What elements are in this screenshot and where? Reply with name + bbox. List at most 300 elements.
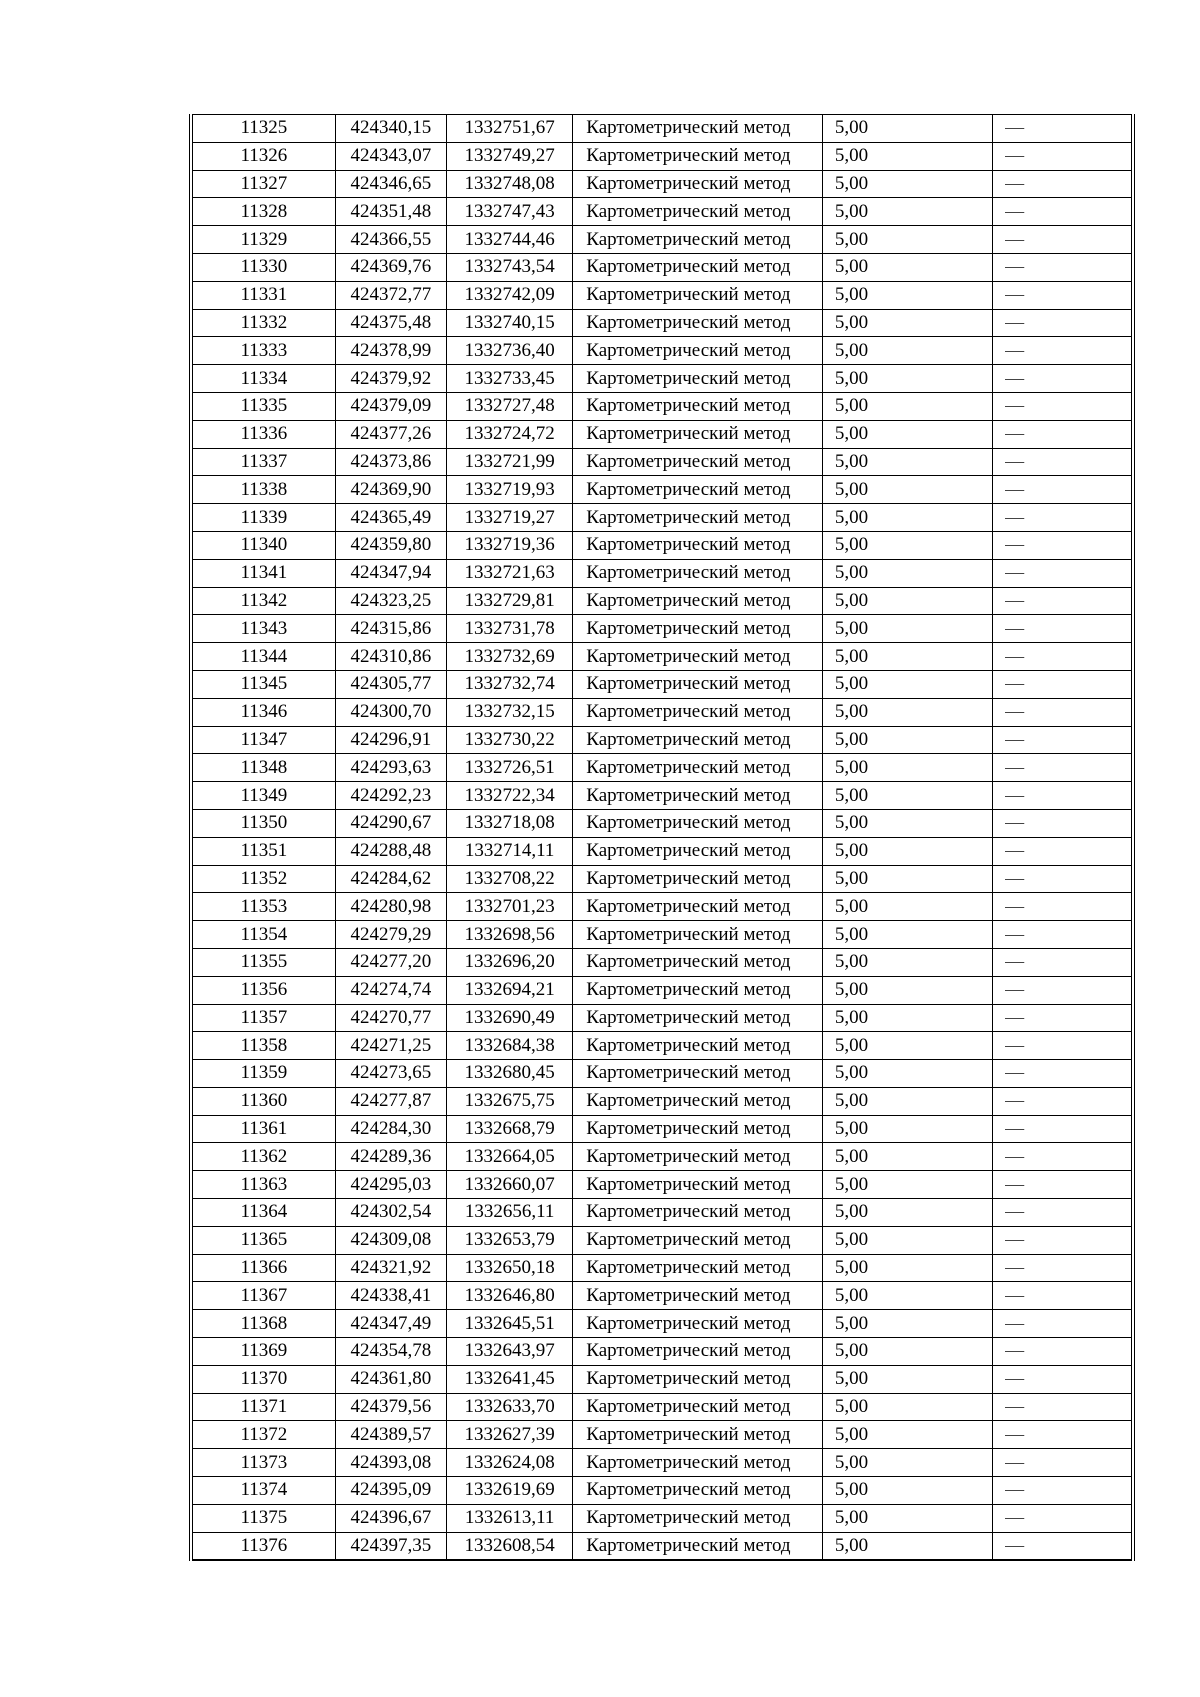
point-number-cell: 11358 <box>191 1032 335 1060</box>
coordinate-x-cell: 424346,65 <box>335 170 446 198</box>
method-cell: Картометрический метод <box>573 1477 823 1505</box>
note-cell: — <box>993 1115 1133 1143</box>
accuracy-cell: 5,00 <box>822 1143 992 1171</box>
note-cell: — <box>993 309 1133 337</box>
coordinate-x-cell: 424393,08 <box>335 1449 446 1477</box>
note-cell: — <box>993 476 1133 504</box>
table-row <box>191 1171 1133 1199</box>
note-cell: — <box>993 976 1133 1004</box>
accuracy-cell: 5,00 <box>822 587 992 615</box>
accuracy-cell: 5,00 <box>822 253 992 281</box>
point-number-cell: 11370 <box>191 1365 335 1393</box>
accuracy-cell: 5,00 <box>822 365 992 393</box>
note-cell: — <box>993 115 1133 143</box>
point-number-cell: 11328 <box>191 198 335 226</box>
table-row <box>191 531 1133 559</box>
table-row <box>191 893 1133 921</box>
table-row <box>191 1004 1133 1032</box>
accuracy-cell: 5,00 <box>822 893 992 921</box>
accuracy-cell: 5,00 <box>822 170 992 198</box>
accuracy-cell: 5,00 <box>822 1504 992 1532</box>
coordinate-x-cell: 424389,57 <box>335 1421 446 1449</box>
note-cell: — <box>993 587 1133 615</box>
note-cell: — <box>993 782 1133 810</box>
method-cell: Картометрический метод <box>573 253 823 281</box>
coordinate-y-cell: 1332743,54 <box>447 253 573 281</box>
accuracy-cell: 5,00 <box>822 1421 992 1449</box>
point-number-cell: 11366 <box>191 1254 335 1282</box>
table-row <box>191 142 1133 170</box>
table-row <box>191 253 1133 281</box>
coordinate-x-cell: 424365,49 <box>335 504 446 532</box>
accuracy-cell: 5,00 <box>822 976 992 1004</box>
method-cell: Картометрический метод <box>573 1338 823 1366</box>
method-cell: Картометрический метод <box>573 1421 823 1449</box>
coordinate-y-cell: 1332646,80 <box>447 1282 573 1310</box>
point-number-cell: 11373 <box>191 1449 335 1477</box>
accuracy-cell: 5,00 <box>822 1115 992 1143</box>
coordinate-x-cell: 424369,76 <box>335 253 446 281</box>
note-cell: — <box>993 865 1133 893</box>
method-cell: Картометрический метод <box>573 948 823 976</box>
accuracy-cell: 5,00 <box>822 809 992 837</box>
note-cell: — <box>993 754 1133 782</box>
coordinate-x-cell: 424378,99 <box>335 337 446 365</box>
point-number-cell: 11337 <box>191 448 335 476</box>
coordinate-y-cell: 1332719,36 <box>447 531 573 559</box>
method-cell: Картометрический метод <box>573 337 823 365</box>
point-number-cell: 11356 <box>191 976 335 1004</box>
coordinate-x-cell: 424296,91 <box>335 726 446 754</box>
accuracy-cell: 5,00 <box>822 559 992 587</box>
coordinate-y-cell: 1332744,46 <box>447 226 573 254</box>
table-row <box>191 1477 1133 1505</box>
method-cell: Картометрический метод <box>573 198 823 226</box>
method-cell: Картометрический метод <box>573 1143 823 1171</box>
note-cell: — <box>993 531 1133 559</box>
method-cell: Картометрический метод <box>573 115 823 143</box>
method-cell: Картометрический метод <box>573 504 823 532</box>
point-number-cell: 11327 <box>191 170 335 198</box>
method-cell: Картометрический метод <box>573 1199 823 1227</box>
coordinate-x-cell: 424274,74 <box>335 976 446 1004</box>
coordinate-y-cell: 1332643,97 <box>447 1338 573 1366</box>
coordinate-y-cell: 1332730,22 <box>447 726 573 754</box>
coordinate-y-cell: 1332721,63 <box>447 559 573 587</box>
coordinate-x-cell: 424271,25 <box>335 1032 446 1060</box>
coordinate-x-cell: 424379,56 <box>335 1393 446 1421</box>
table-row <box>191 1393 1133 1421</box>
point-number-cell: 11359 <box>191 1060 335 1088</box>
method-cell: Картометрический метод <box>573 809 823 837</box>
coordinate-y-cell: 1332721,99 <box>447 448 573 476</box>
note-cell: — <box>993 1226 1133 1254</box>
point-number-cell: 11336 <box>191 420 335 448</box>
accuracy-cell: 5,00 <box>822 1199 992 1227</box>
accuracy-cell: 5,00 <box>822 1477 992 1505</box>
point-number-cell: 11364 <box>191 1199 335 1227</box>
method-cell: Картометрический метод <box>573 531 823 559</box>
point-number-cell: 11352 <box>191 865 335 893</box>
accuracy-cell: 5,00 <box>822 504 992 532</box>
table-row <box>191 1504 1133 1532</box>
note-cell: — <box>993 1199 1133 1227</box>
note-cell: — <box>993 1032 1133 1060</box>
method-cell: Картометрический метод <box>573 865 823 893</box>
coordinate-y-cell: 1332675,75 <box>447 1087 573 1115</box>
accuracy-cell: 5,00 <box>822 1060 992 1088</box>
table-row <box>191 170 1133 198</box>
note-cell: — <box>993 281 1133 309</box>
point-number-cell: 11360 <box>191 1087 335 1115</box>
note-cell: — <box>993 726 1133 754</box>
table-row <box>191 809 1133 837</box>
coordinate-y-cell: 1332641,45 <box>447 1365 573 1393</box>
coordinate-y-cell: 1332694,21 <box>447 976 573 1004</box>
coordinate-y-cell: 1332748,08 <box>447 170 573 198</box>
coordinate-x-cell: 424354,78 <box>335 1338 446 1366</box>
coordinate-x-cell: 424273,65 <box>335 1060 446 1088</box>
point-number-cell: 11351 <box>191 837 335 865</box>
coordinate-y-cell: 1332727,48 <box>447 392 573 420</box>
coordinate-y-cell: 1332664,05 <box>447 1143 573 1171</box>
method-cell: Картометрический метод <box>573 1504 823 1532</box>
coordinate-x-cell: 424377,26 <box>335 420 446 448</box>
method-cell: Картометрический метод <box>573 754 823 782</box>
method-cell: Картометрический метод <box>573 698 823 726</box>
accuracy-cell: 5,00 <box>822 1338 992 1366</box>
point-number-cell: 11346 <box>191 698 335 726</box>
coordinate-y-cell: 1332656,11 <box>447 1199 573 1227</box>
table-row <box>191 226 1133 254</box>
table-row <box>191 1338 1133 1366</box>
accuracy-cell: 5,00 <box>822 1087 992 1115</box>
coordinate-y-cell: 1332701,23 <box>447 893 573 921</box>
method-cell: Картометрический метод <box>573 1115 823 1143</box>
coordinate-x-cell: 424321,92 <box>335 1254 446 1282</box>
coordinate-y-cell: 1332698,56 <box>447 921 573 949</box>
point-number-cell: 11372 <box>191 1421 335 1449</box>
coordinate-x-cell: 424302,54 <box>335 1199 446 1227</box>
note-cell: — <box>993 198 1133 226</box>
accuracy-cell: 5,00 <box>822 643 992 671</box>
accuracy-cell: 5,00 <box>822 420 992 448</box>
coordinate-x-cell: 424366,55 <box>335 226 446 254</box>
accuracy-cell: 5,00 <box>822 1310 992 1338</box>
method-cell: Картометрический метод <box>573 921 823 949</box>
note-cell: — <box>993 1310 1133 1338</box>
method-cell: Картометрический метод <box>573 392 823 420</box>
method-cell: Картометрический метод <box>573 142 823 170</box>
coordinate-y-cell: 1332729,81 <box>447 587 573 615</box>
coordinate-y-cell: 1332747,43 <box>447 198 573 226</box>
accuracy-cell: 5,00 <box>822 1032 992 1060</box>
method-cell: Картометрический метод <box>573 893 823 921</box>
coordinate-x-cell: 424288,48 <box>335 837 446 865</box>
coordinate-x-cell: 424280,98 <box>335 893 446 921</box>
method-cell: Картометрический метод <box>573 1310 823 1338</box>
coordinate-x-cell: 424347,49 <box>335 1310 446 1338</box>
point-number-cell: 11369 <box>191 1338 335 1366</box>
coordinate-y-cell: 1332650,18 <box>447 1254 573 1282</box>
accuracy-cell: 5,00 <box>822 1171 992 1199</box>
note-cell: — <box>993 893 1133 921</box>
note-cell: — <box>993 1504 1133 1532</box>
table-row <box>191 448 1133 476</box>
table-row <box>191 1282 1133 1310</box>
method-cell: Картометрический метод <box>573 1365 823 1393</box>
method-cell: Картометрический метод <box>573 1004 823 1032</box>
method-cell: Картометрический метод <box>573 976 823 1004</box>
note-cell: — <box>993 615 1133 643</box>
note-cell: — <box>993 559 1133 587</box>
table-row <box>191 865 1133 893</box>
accuracy-cell: 5,00 <box>822 698 992 726</box>
coordinate-y-cell: 1332732,74 <box>447 670 573 698</box>
accuracy-cell: 5,00 <box>822 782 992 810</box>
table-row <box>191 726 1133 754</box>
method-cell: Картометрический метод <box>573 559 823 587</box>
coordinate-y-cell: 1332668,79 <box>447 1115 573 1143</box>
note-cell: — <box>993 670 1133 698</box>
table-row <box>191 309 1133 337</box>
coordinate-y-cell: 1332732,69 <box>447 643 573 671</box>
point-number-cell: 11350 <box>191 809 335 837</box>
coordinate-y-cell: 1332714,11 <box>447 837 573 865</box>
point-number-cell: 11335 <box>191 392 335 420</box>
note-cell: — <box>993 1421 1133 1449</box>
method-cell: Картометрический метод <box>573 1087 823 1115</box>
note-cell: — <box>993 226 1133 254</box>
table-row <box>191 615 1133 643</box>
point-number-cell: 11330 <box>191 253 335 281</box>
table-row <box>191 921 1133 949</box>
table-row <box>191 754 1133 782</box>
coordinate-y-cell: 1332627,39 <box>447 1421 573 1449</box>
point-number-cell: 11334 <box>191 365 335 393</box>
method-cell: Картометрический метод <box>573 587 823 615</box>
coordinate-y-cell: 1332653,79 <box>447 1226 573 1254</box>
note-cell: — <box>993 1087 1133 1115</box>
table-row <box>191 365 1133 393</box>
point-number-cell: 11376 <box>191 1532 335 1560</box>
note-cell: — <box>993 837 1133 865</box>
note-cell: — <box>993 1365 1133 1393</box>
note-cell: — <box>993 253 1133 281</box>
coordinate-y-cell: 1332751,67 <box>447 115 573 143</box>
table-row <box>191 976 1133 1004</box>
point-number-cell: 11349 <box>191 782 335 810</box>
point-number-cell: 11348 <box>191 754 335 782</box>
method-cell: Картометрический метод <box>573 420 823 448</box>
coordinate-x-cell: 424277,20 <box>335 948 446 976</box>
coordinate-x-cell: 424270,77 <box>335 1004 446 1032</box>
table-row <box>191 476 1133 504</box>
note-cell: — <box>993 1060 1133 1088</box>
method-cell: Картометрический метод <box>573 670 823 698</box>
table-row <box>191 115 1133 143</box>
coordinate-y-cell: 1332708,22 <box>447 865 573 893</box>
accuracy-cell: 5,00 <box>822 226 992 254</box>
coordinate-x-cell: 424397,35 <box>335 1532 446 1560</box>
coordinate-x-cell: 424379,92 <box>335 365 446 393</box>
note-cell: — <box>993 504 1133 532</box>
coordinate-x-cell: 424279,29 <box>335 921 446 949</box>
table-row <box>191 1532 1133 1560</box>
coordinate-y-cell: 1332619,69 <box>447 1477 573 1505</box>
table-row <box>191 1254 1133 1282</box>
coordinate-x-cell: 424290,67 <box>335 809 446 837</box>
coordinate-x-cell: 424351,48 <box>335 198 446 226</box>
note-cell: — <box>993 170 1133 198</box>
coordinate-y-cell: 1332731,78 <box>447 615 573 643</box>
coordinate-y-cell: 1332696,20 <box>447 948 573 976</box>
point-number-cell: 11326 <box>191 142 335 170</box>
accuracy-cell: 5,00 <box>822 1254 992 1282</box>
accuracy-cell: 5,00 <box>822 1532 992 1560</box>
table-row <box>191 1226 1133 1254</box>
method-cell: Картометрический метод <box>573 782 823 810</box>
point-number-cell: 11332 <box>191 309 335 337</box>
coordinate-y-cell: 1332724,72 <box>447 420 573 448</box>
accuracy-cell: 5,00 <box>822 754 992 782</box>
coordinate-y-cell: 1332732,15 <box>447 698 573 726</box>
coordinate-y-cell: 1332726,51 <box>447 754 573 782</box>
table-row <box>191 1115 1133 1143</box>
point-number-cell: 11353 <box>191 893 335 921</box>
table-row <box>191 1060 1133 1088</box>
table-row <box>191 1199 1133 1227</box>
table-row <box>191 1032 1133 1060</box>
accuracy-cell: 5,00 <box>822 448 992 476</box>
coordinates-table <box>189 114 1135 1561</box>
point-number-cell: 11344 <box>191 643 335 671</box>
note-cell: — <box>993 1477 1133 1505</box>
accuracy-cell: 5,00 <box>822 1449 992 1477</box>
coordinate-x-cell: 424375,48 <box>335 309 446 337</box>
table-row <box>191 1143 1133 1171</box>
coordinate-y-cell: 1332624,08 <box>447 1449 573 1477</box>
coordinate-y-cell: 1332690,49 <box>447 1004 573 1032</box>
accuracy-cell: 5,00 <box>822 115 992 143</box>
table-row <box>191 837 1133 865</box>
table-row <box>191 1087 1133 1115</box>
coordinate-y-cell: 1332718,08 <box>447 809 573 837</box>
method-cell: Картометрический метод <box>573 281 823 309</box>
coordinate-y-cell: 1332749,27 <box>447 142 573 170</box>
coordinate-y-cell: 1332722,34 <box>447 782 573 810</box>
accuracy-cell: 5,00 <box>822 615 992 643</box>
accuracy-cell: 5,00 <box>822 726 992 754</box>
accuracy-cell: 5,00 <box>822 281 992 309</box>
point-number-cell: 11357 <box>191 1004 335 1032</box>
point-number-cell: 11363 <box>191 1171 335 1199</box>
coordinate-y-cell: 1332684,38 <box>447 1032 573 1060</box>
method-cell: Картометрический метод <box>573 309 823 337</box>
coordinate-x-cell: 424369,90 <box>335 476 446 504</box>
point-number-cell: 11355 <box>191 948 335 976</box>
method-cell: Картометрический метод <box>573 476 823 504</box>
accuracy-cell: 5,00 <box>822 531 992 559</box>
note-cell: — <box>993 921 1133 949</box>
coordinate-x-cell: 424277,87 <box>335 1087 446 1115</box>
note-cell: — <box>993 1143 1133 1171</box>
accuracy-cell: 5,00 <box>822 1365 992 1393</box>
point-number-cell: 11354 <box>191 921 335 949</box>
accuracy-cell: 5,00 <box>822 948 992 976</box>
accuracy-cell: 5,00 <box>822 142 992 170</box>
method-cell: Картометрический метод <box>573 615 823 643</box>
coordinate-y-cell: 1332645,51 <box>447 1310 573 1338</box>
note-cell: — <box>993 448 1133 476</box>
coordinate-x-cell: 424315,86 <box>335 615 446 643</box>
coordinate-y-cell: 1332608,54 <box>447 1532 573 1560</box>
method-cell: Картометрический метод <box>573 1393 823 1421</box>
coordinate-x-cell: 424343,07 <box>335 142 446 170</box>
table-row <box>191 948 1133 976</box>
accuracy-cell: 5,00 <box>822 1004 992 1032</box>
coordinate-y-cell: 1332736,40 <box>447 337 573 365</box>
coordinate-x-cell: 424293,63 <box>335 754 446 782</box>
coordinate-y-cell: 1332733,45 <box>447 365 573 393</box>
accuracy-cell: 5,00 <box>822 1226 992 1254</box>
point-number-cell: 11365 <box>191 1226 335 1254</box>
note-cell: — <box>993 1449 1133 1477</box>
method-cell: Картометрический метод <box>573 1532 823 1560</box>
note-cell: — <box>993 420 1133 448</box>
point-number-cell: 11368 <box>191 1310 335 1338</box>
coordinate-x-cell: 424395,09 <box>335 1477 446 1505</box>
method-cell: Картометрический метод <box>573 226 823 254</box>
coordinate-x-cell: 424379,09 <box>335 392 446 420</box>
coordinate-x-cell: 424361,80 <box>335 1365 446 1393</box>
point-number-cell: 11339 <box>191 504 335 532</box>
note-cell: — <box>993 1532 1133 1560</box>
coordinate-y-cell: 1332680,45 <box>447 1060 573 1088</box>
method-cell: Картометрический метод <box>573 1254 823 1282</box>
method-cell: Картометрический метод <box>573 726 823 754</box>
table-row <box>191 392 1133 420</box>
coordinate-y-cell: 1332740,15 <box>447 309 573 337</box>
coordinate-x-cell: 424289,36 <box>335 1143 446 1171</box>
point-number-cell: 11341 <box>191 559 335 587</box>
point-number-cell: 11342 <box>191 587 335 615</box>
coordinate-x-cell: 424309,08 <box>335 1226 446 1254</box>
table-row <box>191 559 1133 587</box>
coordinate-x-cell: 424292,23 <box>335 782 446 810</box>
note-cell: — <box>993 142 1133 170</box>
table-row <box>191 643 1133 671</box>
point-number-cell: 11347 <box>191 726 335 754</box>
method-cell: Картометрический метод <box>573 448 823 476</box>
coordinate-x-cell: 424373,86 <box>335 448 446 476</box>
coordinate-x-cell: 424372,77 <box>335 281 446 309</box>
coordinate-x-cell: 424338,41 <box>335 1282 446 1310</box>
accuracy-cell: 5,00 <box>822 921 992 949</box>
table-row <box>191 587 1133 615</box>
coordinate-y-cell: 1332742,09 <box>447 281 573 309</box>
accuracy-cell: 5,00 <box>822 337 992 365</box>
coordinate-x-cell: 424310,86 <box>335 643 446 671</box>
point-number-cell: 11361 <box>191 1115 335 1143</box>
method-cell: Картометрический метод <box>573 1060 823 1088</box>
accuracy-cell: 5,00 <box>822 392 992 420</box>
method-cell: Картометрический метод <box>573 643 823 671</box>
coordinate-x-cell: 424284,62 <box>335 865 446 893</box>
coordinate-x-cell: 424305,77 <box>335 670 446 698</box>
point-number-cell: 11338 <box>191 476 335 504</box>
table-row <box>191 420 1133 448</box>
